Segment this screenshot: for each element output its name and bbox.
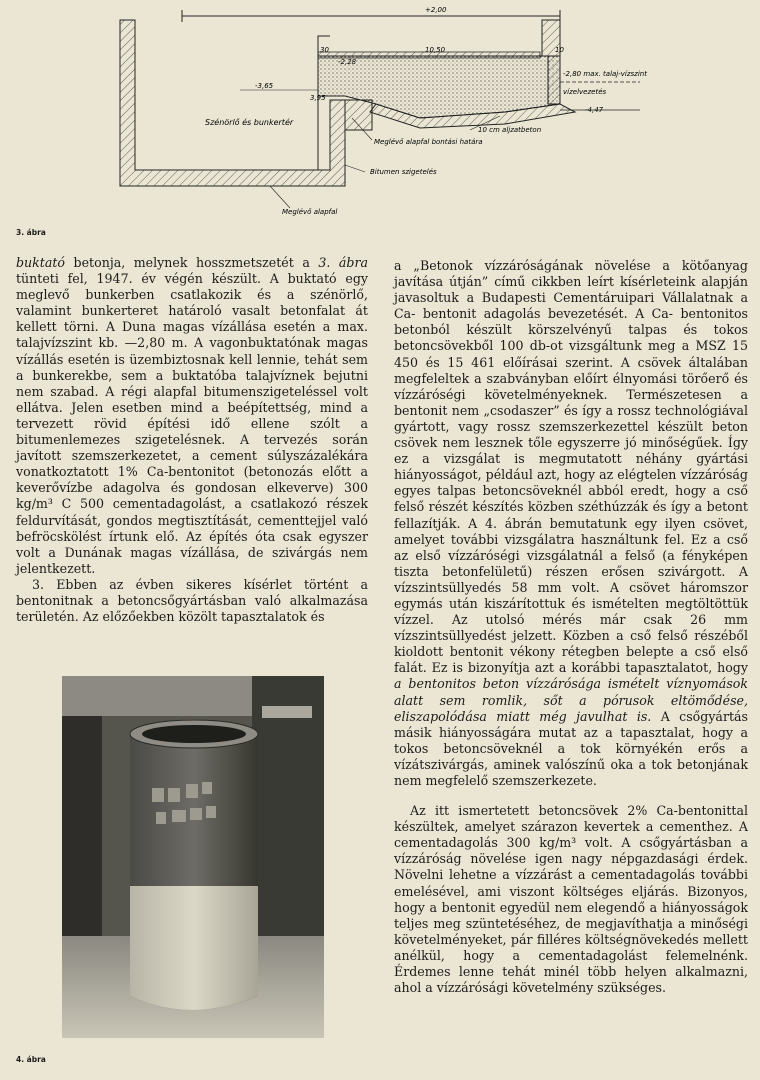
right-p1-text-b: A csőgyártás másik hiányosságára mutat az a tapasztalat, hogy a tokos betoncsöveknél a tok környékén erős a vízátszivárgás, aminek valószínű oka a tok betonjának nem megfelelő szemszerkezete. bbox=[394, 708, 748, 788]
fig3-level-top: +2,00 bbox=[425, 6, 447, 14]
figure-3-drawing bbox=[0, 0, 760, 232]
figure-4-photo bbox=[62, 676, 324, 1038]
fig3-concrete: 10 cm aljzatbeton bbox=[478, 126, 542, 134]
fig3-room-label: Szénörlő és bunkertér bbox=[205, 118, 294, 127]
fig3-drainage: vízelvezetés bbox=[563, 88, 607, 96]
fig3-dim-228: -2,28 bbox=[338, 58, 357, 66]
fig3-groundwater: -2,80 max. talaj-vízszint bbox=[563, 70, 647, 78]
left-column bbox=[16, 255, 368, 625]
fig3-existing-base: Meglévő alapfal bontási határa bbox=[374, 138, 483, 146]
right-paragraph-1 bbox=[394, 258, 748, 789]
fig3-dim-10: 10 bbox=[555, 46, 564, 54]
fig3-dim-1050: 10,50 bbox=[425, 46, 446, 54]
right-p1-text-a: a „Betonok vízzáróságának növelése a kötőanyag javítása útján” című cikkben leírt kísérleteink alapján javasoltuk a Budapesti Cementáruipari Vállalatnak a Ca- bentonit adagolás bevezetését. A Ca- bentonitos betonból készült körszelvényű talpas és tokos betoncsövekből 100 db-ot vizsgáltunk meg a MSZ 15 450 és 15 461 előírásai szerint. A csövek általában megfeleltek a szabványban előírt élnyomási törőerő és vízzáróségi követelményeknek. Természetesen a bentonit nem „csodaszer” és így a rossz technológiával gyártott, vagy rossz szemszerkezettel készült beton csövek nem lesznek tőle egyszerre jó minőségűek. Így ez a vizsgálat is megmutatott néhány gyártási hiányosságot, például azt, hogy az elégtelen vízzáróság egyes talpas betoncsöveknél abból eredt, hogy a cső felső részét készítés közben széthúzzák és így a betont fellazítják. A 4. ábrán bemutatunk egy ilyen csövet, amelyet további vizsgálatra használtunk fel. Ez a cső az első vízzáróségi vizsgálatnál a felső (a fényképen tiszta betonfelületű) részen erősen szivárgott. A vízszintsüllyedés 58 mm volt. A csövet háromszor egymás után kiszárítottuk és ismételten megtöltöttük vízzel. Az utolsó mérés már csak 26 mm vízszintsüllyedést jelzett. Közben a cső felső részéből kioldott bentonit vékony rétegben belepte a cső első falát. Ez is bizonyítja azt a korábbi tapasztalatot, hogy bbox=[394, 258, 748, 676]
fig3-level-447: -4,47 bbox=[585, 106, 604, 114]
figure-3-caption: 3. ábra bbox=[16, 228, 46, 237]
fig3-bitumen: Bitumen szigetelés bbox=[370, 168, 437, 176]
left-paragraph-1 bbox=[16, 255, 368, 577]
left-p1-italic: buktató bbox=[16, 255, 66, 270]
fig3-dim-365: -3,65 bbox=[255, 82, 274, 90]
right-paragraph-2: Az itt ismertetett betoncsövek 2% Ca-bentonittal készültek, amelyet szárazon kevertek a cementhez. A cementadagolás 300 kg/m³ volt. A csőgyártásban a vízzáróság növelése igen nagy népgazdasági érdek. Növelni lehetne a vízzárást a cementadagolás további emelésével, ami viszont költséges eljárás. Bizonyos, hogy a bentonit egyedül nem elegendő a hiányosságok teljes meg szüntetéséhez, de megjavíthatja a minőségi követelményeket, pár filléres költségnövekedés mellett anélkül, hogy a cementadagolást felemelnénk. Érdemes lenne tehát minél több helyen alkalmazni, ahol a vízzárósági követelmény szükséges. bbox=[394, 803, 748, 996]
left-p1-text-b: tünteti fel, 1947. év végén készült. A buktató egy meglevő bunkerben csatlakozik és a szénörlő, valamint bunkerteret határoló vasalt betonfalat át kellett törni. A Duna magas vízállása esetén a max. talajvízszint kb. —2,80 m. A vagonbuktatónak magas vízállás esetén is üzembiztosnak kell lennie, tehát sem a bunkerekbe, sem a buktatóba talajvíznek bejutni nem szabad. A régi alapfal bitumenszigeteléssel volt ellátva. Jelen esetben mind a beépítettség, mind a tervezett rövid építési idő ellene szólt a bitumenlemezes szigetelésnek. A tervezés során javított szemszerkezetet, a cement súlyszázalékára vonatkoztatott 1% Ca-bentonitot (betonozás előtt a keverővízbe adagolva és gondosan elkeverve) 300 kg/m³ C 500 cementadagolást, a csatlakozó részek feldurvítását, gondos megtisztítását, cementtejjel való befröcskölést írtunk elő. Az építés óta csak egyszer volt a Dunának magas vízállása, de szivárgás nem jelentkezett. bbox=[16, 271, 368, 576]
left-p1-figure-ref: 3. ábra bbox=[318, 255, 369, 270]
figure-4-caption: 4. ábra bbox=[16, 1055, 46, 1064]
fig3-existing-wall: Meglévő alapfal bbox=[282, 208, 338, 216]
right-column bbox=[394, 258, 748, 996]
left-paragraph-2: 3. Ebben az évben sikeres kísérlet történt a bentonitnak a betoncsőgyártásban való alkalmazása területén. Az előzőekben közölt tapasztalatok és bbox=[16, 576, 368, 625]
fig3-dim-395: 3,95 bbox=[310, 94, 326, 102]
right-p1-italic: a bentonitos beton vízzárósága ismételt víznyomások alatt sem romlik, sőt a pórusok eltömődése, eliszapolódása miatt még javulhat is. bbox=[394, 676, 748, 724]
left-p1-text-a: betonja, melynek hosszmetszetét a bbox=[65, 255, 319, 270]
fig3-dim-30: 30 bbox=[320, 46, 329, 54]
